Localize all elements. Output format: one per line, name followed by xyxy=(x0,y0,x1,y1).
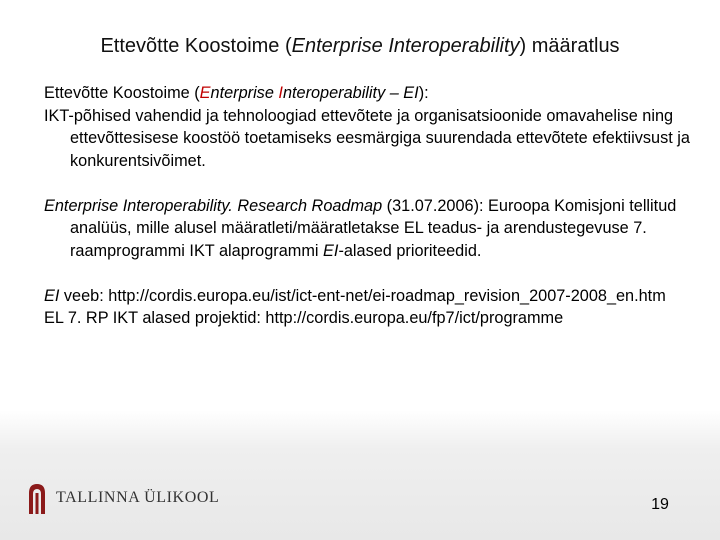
roadmap-paragraph xyxy=(44,195,694,263)
definition-close: ): xyxy=(418,84,429,102)
roadmap-text: (31.07.2006): Euroopa Komisjoni tellitud analüüs, mille alusel määratleti/määratletakse EL teadus- ja arendustegevuse 7. raamprogrammi IKT alaprogrammi xyxy=(70,196,677,260)
title-italic-term: Enterprise Interoperability xyxy=(291,35,520,57)
definition-term-part1: nterprise xyxy=(210,84,279,102)
title-text-start: Ettevõtte Koostoime ( xyxy=(100,35,292,57)
spacer xyxy=(44,172,694,195)
web-paragraph xyxy=(44,285,694,308)
projects-paragraph: EL 7. RP IKT alased projektid: http://cordis.europa.eu/fp7/ict/programme xyxy=(44,309,564,327)
web-link-text: veeb: http://cordis.europa.eu/ist/ict-ent-net/ei-roadmap_revision_2007-2008_en.htm xyxy=(59,286,666,305)
university-logo xyxy=(26,480,219,516)
highlight-letter-i: I xyxy=(278,84,283,102)
definition-paragraph: IKT-põhised vahendid ja tehnoloogiad ettevõtete ja organisatsioonide omavahelise ning ettevõttesisese koostöö toetamiseks eesmärgiga suurendada ettevõtete efektiivsust ja konkurentsivõimet. xyxy=(44,106,690,170)
web-ei: EI xyxy=(44,286,60,305)
roadmap-ei: EI xyxy=(323,241,339,260)
roadmap-title: Enterprise Interoperability. Research Roadmap xyxy=(44,196,383,215)
slide-title xyxy=(0,33,720,59)
title-text-end: ) määratlus xyxy=(519,35,620,57)
definition-heading xyxy=(44,82,694,105)
page-number: 19 xyxy=(651,496,669,513)
logo-text: TALLINNA ÜLIKOOL xyxy=(56,489,220,506)
roadmap-tail: -alased prioriteedid. xyxy=(338,241,482,260)
spacer xyxy=(44,262,694,285)
tallinn-university-emblem-icon xyxy=(26,481,48,515)
slide-body xyxy=(44,82,694,330)
definition-term-part2: nteroperability – EI xyxy=(282,84,419,102)
highlight-letter-e: E xyxy=(199,84,211,102)
definition-lead: Ettevõtte Koostoime ( xyxy=(44,84,200,102)
footer-band xyxy=(0,410,720,540)
